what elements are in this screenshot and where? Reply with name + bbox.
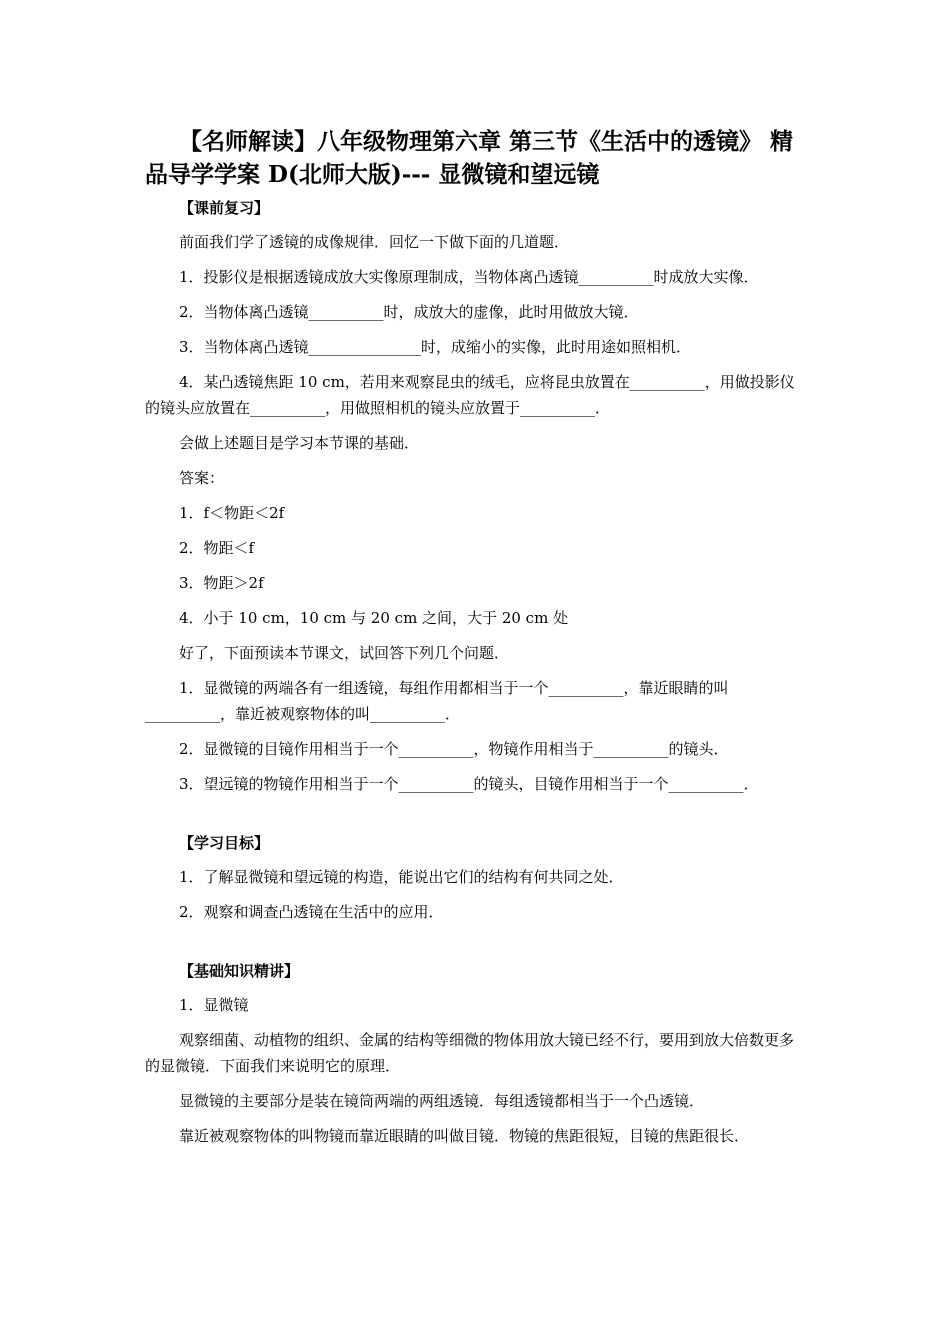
goal-1: 1．了解显微镜和望远镜的构造，能说出它们的结构有何共同之处． (179, 868, 624, 886)
answer-1: 1．f＜物距＜2f (179, 504, 285, 522)
preview-question-1: 1．显微镜的两端各有一组透镜，每组作用都相当于一个__________，靠近眼睛的叫__________，靠近被观察物体的叫__________． (145, 679, 729, 723)
preview-question-3: 3．望远镜的物镜作用相当于一个__________的镜头，目镜作用相当于一个__________． (179, 775, 759, 793)
basics-paragraph-2: 显微镜的主要部分是装在镜筒两端的两组透镜．每组透镜都相当于一个凸透镜． (179, 1092, 705, 1110)
basics-paragraph-1: 观察细菌、动植物的组织、金属的结构等细微的物体用放大镜已经不行，要用到放大倍数更多的显微镜．下面我们来说明它的原理． (145, 1031, 795, 1075)
spacer (145, 934, 807, 960)
preview-question-2: 2．显微镜的目镜作用相当于一个__________，物镜作用相当于__________的镜头． (179, 740, 729, 758)
answer-2: 2．物距＜f (179, 539, 255, 557)
basics-subheading-microscope: 1．显微镜 (179, 996, 249, 1014)
section-heading-basics: 【基础知识精讲】 (179, 962, 300, 980)
answer-4: 4．小于 10 cm，10 cm 与 20 cm 之间，大于 20 cm 处 (179, 609, 569, 627)
basics-paragraph-3: 靠近被观察物体的叫物镜而靠近眼睛的叫做目镜．物镜的焦距很短，目镜的焦距很长． (179, 1127, 750, 1145)
review-question-2: 2．当物体离凸透镜__________时，成放大的虚像，此时用做放大镜． (179, 303, 639, 321)
section-heading-goals: 【学习目标】 (179, 834, 270, 852)
review-note: 会做上述题目是学习本节课的基础． (179, 434, 420, 452)
spacer (145, 806, 807, 832)
answer-3: 3．物距＞2f (179, 574, 264, 592)
section-heading-review: 【课前复习】 (179, 199, 270, 217)
document-content (145, 125, 807, 1158)
document-title: 【名师解读】八年级物理第六章 第三节《生活中的透镜》 精品导学学案 D(北师大版)--- 显微镜和望远镜 (145, 128, 794, 188)
review-question-3: 3．当物体离凸透镜_______________时，成缩小的实像，此时用途如照相机． (179, 338, 692, 356)
preview-intro: 好了，下面预读本节课文，试回答下列几个问题． (179, 644, 510, 662)
review-question-4: 4．某凸透镜焦距 10 cm，若用来观察昆虫的绒毛，应将昆虫放置在__________，用做投影仪的镜头应放置在__________，用做照相机的镜头应放置于__________． (145, 373, 795, 417)
review-intro: 前面我们学了透镜的成像规律．回忆一下做下面的几道题． (179, 233, 570, 251)
answers-label: 答案： (179, 469, 225, 487)
goal-2: 2．观察和调查凸透镜在生活中的应用． (179, 903, 444, 921)
review-question-1: 1．投影仪是根据透镜成放大实像原理制成，当物体离凸透镜__________时成放大实像． (179, 268, 759, 286)
